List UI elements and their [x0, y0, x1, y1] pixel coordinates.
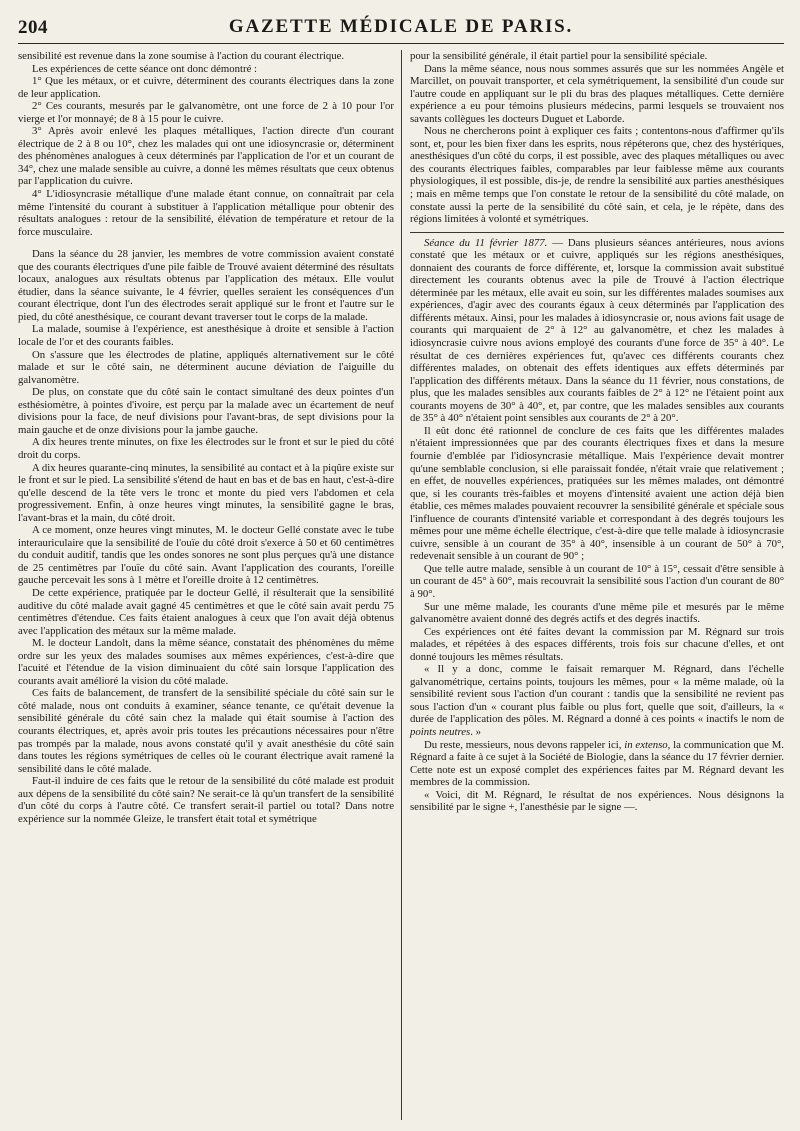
paragraph: Nous ne chercherons point à expliquer ces faits ; contentons-nous d'affirmer qu'ils sont, et, pour les bien fixer dans les esprits, nous répéterons que, chez des hystériques, anesthésiques d'un côté du corps, il est possible, avec des plaques métalliques ou avec des courants électriques faibles, comparables par leur faiblesse même aux courants physiologiques, il est possible, dis-je, de rendre la sensibilité aux parties anesthésiques ; mais en même temps que l'on constate le retour de la sensibilité du côté malade, on constate aussi la perte de la sensibilité du côté sain, et cela, je le répète, dans des régions limitées à volonté et symétriques.	[409, 125, 784, 226]
left-column	[18, 50, 401, 1120]
paragraph	[410, 739, 784, 789]
page-number: 204	[18, 17, 48, 38]
paragraph: A dix heures quarante-cinq minutes, la sensibilité au contact et à la piqûre existe sur le front et sur le pied. La sensibilité s'étend de haut en bas et de bas en haut, c'est-à-dire qu'elle descend de la tête vers le tronc et monte du pied vers l'abdomen et cela progressivement. Enfin, à onze heures vingt minutes, la sensibilité gagne le bras, l'avant-bras et la main, du côté droit.	[18, 461, 394, 524]
paragraph: M. le docteur Landolt, dans la même séance, constatait des phénomènes du même ordre sur les yeux des malades soumises aux mêmes expériences, c'est-à-dire que l'acuité et l'étendue de la vision diminuaient du côté sain lorsque l'application des courants avait amélioré la vision du côté malade.	[18, 637, 394, 687]
page-header	[18, 14, 784, 44]
paragraph: Les expériences de cette séance ont donc démontré :	[32, 62, 258, 75]
paragraph: De plus, on constate que du côté sain le contact simultané des deux pointes d'un esthésiomètre, à pointes d'ivoire, est perçu par la malade avec un écartement de neuf divisions pour la face, de neuf divisions pour l'avant-bras, de sept divisions pour la main gauche et de onze divisions pour la jambe gauche.	[18, 386, 394, 436]
section-divider	[410, 232, 784, 233]
paragraph-text: — Dans plusieurs séances antérieures, nous avions constaté que les métaux or et cuivre, appliqués sur les régions anesthésiques, donnaient des courants de force différente, et, lorsque la commission avait substitué directement les courants obtenus avec la pile de Trouvé à l'action électrique déterminée par les métaux, elle avait eu soin, sur les différentes malades soumises aux expériences, d'agir avec des courants égaux à ceux déterminés par l'application des différents métaux. Ainsi, pour les malades à idiosyncrasie or, nous avions fait usage de courants qui marquaient de 2° à 12° au galvanomètre, et chez les malades à idiosyncrasie cuivre nous avions employé des courants d'une force de 35° à 40°. Le résultat de ces dernières expériences fut, qu'avec ces différents courants chez différentes malades, on obtenait des effets identiques aux effets déterminés par l'application des différents métaux. Dans la séance du 11 février, nous constations, de plus, que les malades sensibles aux courants faibles de 2° à 12° ne l'étaient point aux courants moyens de 30° à 40°, et, par contre, que les malades sensibles aux courants de 35° à 40° n'étaient point sensibles aux courants de 2° à 20°.	[409, 236, 784, 425]
paragraph-text: Du reste, messieurs, nous devons rappeler ici,	[423, 738, 625, 751]
paragraph: Ces expériences ont été faites devant la commission par M. Régnard sur trois malades, et répétées à des espaces différents, trois fois sur chacune d'elles, et ont donné toujours les mêmes résultats.	[409, 625, 784, 663]
italic-term: points neutres	[409, 725, 471, 738]
paragraph	[410, 237, 784, 425]
paragraph: 3° Après avoir enlevé les plaques métalliques, l'action directe d'un courant électrique de 2 à 8 ou 10°, chez les malades qui ont une idiosyncrasie or, déterminent des phénomènes analogues à ceux déterminés par l'application de l'or et un courant de 34°, chez une malade sensible au cuivre, a donné les mêmes résultats que ceux obtenus par l'application du cuivre.	[18, 125, 394, 188]
paragraph-text: , la communication que M. Régnard a faite à ce sujet à la Société de Biologie, dans la séance du 17 février dernier. Cette note est un exposé complet des expériences faites par M. Régnard devant les membres de la commission.	[409, 738, 784, 789]
paragraph: Sur une même malade, les courants d'une même pile et mesurés par le même galvanomètre avaient donné des degrés actifs et des degrés inactifs.	[409, 600, 784, 626]
paragraph: Ces faits de balancement, de transfert de la sensibilité spéciale du côté sain sur le côté malade, nous ont conduits à examiner, séance tenante, ce qu'était devenue la sensibilité générale du côté sain chez la malade qui était soumise à l'action des courants électriques, et, après avoir pris toutes les précautions nécessaires pour n'être pas trompés par la malade, nous avons constaté qu'il y avait anesthésie du côté sain dans toutes les régions symétriques de celles où le courant électrique avait ramené la sensibilité dans le côté malade.	[18, 687, 394, 775]
journal-title: GAZETTE MÉDICALE DE PARIS.	[228, 16, 574, 37]
paragraph: 1° Que les métaux, or et cuivre, déterminent des courants électriques dans la zone de leur application.	[18, 75, 394, 100]
paragraph: Faut-il induire de ces faits que le retour de la sensibilité du côté malade est produit aux dépens de la sensibilité du côté sain? Ne serait-ce là qu'un transfert de la sensibilité d'un côté du corps à l'autre côté. Ce transfert serait-il partiel ou total? Dans notre expérience sur la nommée Gleize, le transfert était total et symétrique	[18, 775, 394, 825]
quote-text: « Il y a donc, comme le faisait remarquer M. Régnard, dans l'échelle galvanométrique, certains points, toujours les mêmes, pour « la même malade, où la sensibilité revient sous l'action d'un courant : tandis que la sensibilité ne revient pas sous l'action d'un « courant plus faible ou plus fort, quelle que soit, d'ailleurs, la « durée de l'application des pôles. M. Régnard a donné à ces points « inactifs le nom de	[409, 663, 784, 726]
paragraph: Dans la même séance, nous nous sommes assurés que sur les nommées Angèle et Marcillet, on pouvait transporter, et cela symétriquement, la sensibilité d'un coude sur l'autre coude en appliquant sur le pli du bras des plaques métalliques. Cette dernière expérience a eu pour témoins plusieurs médecins, parmi lesquels se trouvaient nos savants collègues les docteurs Duguet et Laborde.	[409, 62, 784, 125]
italic-term: in extenso	[624, 738, 668, 751]
paragraph: La malade, soumise à l'expérience, est anesthésique à droite et sensible à l'action locale de l'or et des courants faibles.	[18, 323, 394, 349]
paragraph: De cette expérience, pratiquée par le docteur Gellé, il résulterait que la sensibilité auditive du côté malade avait gagné 45 centimètres et que le côté sain avait perdu 75 centimètres d'étendue. Ces faits étaient analogues à ceux que l'on avait déjà obtenus avec l'application des métaux sur la même malade.	[18, 586, 394, 637]
paragraph: pour la sensibilité générale, il était partiel pour la sensibilité spéciale.	[409, 50, 708, 62]
quote-paragraph	[410, 663, 784, 738]
paragraph: Il eût donc été rationnel de conclure de ces faits que les différentes malades n'étaient impressionnées que par des courants électriques fixes et dans la mesure fournie d'emblée par l'idiosyncrasie métallique. Mais l'expérience devait montrer qu'une semblable conclusion, si elle paraissait fondée, n'était vraie que relativement ; en effet, de nouvelles expériences, pratiquées sur les mêmes malades, ont démontré que, si les courants très-faibles et moyens d'intensité avaient une action déjà bien établie, ces mêmes malades pouvaient recouvrer la sensibilité générale et spéciale sous l'influence de courants d'intensité variable et correspondant à des degrés toujours les mêmes pour une même échelle électrique, c'est-à-dire que telle malade à idiosyncrasie cuivre, sensible à un courant de 35° à 40°, insensible à un courant de 50° à 70°, redevenait sensible à un courant de 90° ;	[409, 424, 784, 563]
quote-end: . »	[470, 725, 481, 738]
paragraph: « Voici, dit M. Régnard, le résultat de nos expériences. Nous désignons la sensibilité par le signe +, l'anesthésie par le signe —.	[409, 788, 784, 814]
paragraph: 4° L'idiosyncrasie métallique d'une malade étant connue, on connaîtrait par cela même l'intensité du courant à substituer à l'application métallique pour obtenir des résultats analogues : retour de la sensibilité, élévation de température et retour de la force musculaire.	[18, 188, 394, 238]
session-date-heading: Séance du 11 février 1877.	[423, 236, 548, 249]
paragraph: Dans la séance du 28 janvier, les membres de votre commission avaient constaté que des courants électriques d'une pile faible de Trouvé avaient déterminé des résultats locaux, analogues aux résultats obtenus par l'application des métaux. Elle voulut étudier, dans la séance suivante, le 4 février, quelles seraient les conséquences d'un courant électrique, dont l'un des électrodes serait appliqué sur le front et l'autre sur le pied, du côté anesthésique, ce courant devant traverser tout le corps de la malade.	[18, 248, 394, 323]
paragraph: sensibilité est revenue dans la zone soumise à l'action du courant électrique.	[18, 50, 345, 62]
paragraph: A dix heures trente minutes, on fixe les électrodes sur le front et sur le pied du côté droit du corps.	[18, 436, 394, 461]
paragraph: 2° Ces courants, mesurés par le galvanomètre, ont une force de 2 à 10 pour l'or vierge et l'or monnayé; de 8 à 15 pour le cuivre.	[18, 100, 394, 125]
right-column	[401, 50, 784, 1120]
text-columns	[18, 50, 784, 1120]
paragraph: Que telle autre malade, sensible à un courant de 10° à 15°, cessait d'être sensible à un courant de 45° à 60°, mais recouvrait la sensibilité sous l'action d'un courant de 80° à 90°.	[409, 562, 784, 600]
paragraph: On s'assure que les électrodes de platine, appliqués alternativement sur le côté malade et sur le côté sain, ne déterminent aucune déviation de l'aiguille du galvanomètre.	[18, 348, 394, 386]
paragraph: A ce moment, onze heures vingt minutes, M. le docteur Gellé constate avec le tube interauriculaire que la sensibilité de l'ouïe du côté droit s'exerce à 50 et 60 centimètres du conduit auditif, tandis que les ondes sonores ne sont plus perçues qu'à une distance de 25 centimètres par l'ouïe du côté sain. Avant l'application des courants, l'oreille gauche percevait les sons à 1 mètre et l'oreille droite à 12 centimètres.	[18, 524, 394, 587]
